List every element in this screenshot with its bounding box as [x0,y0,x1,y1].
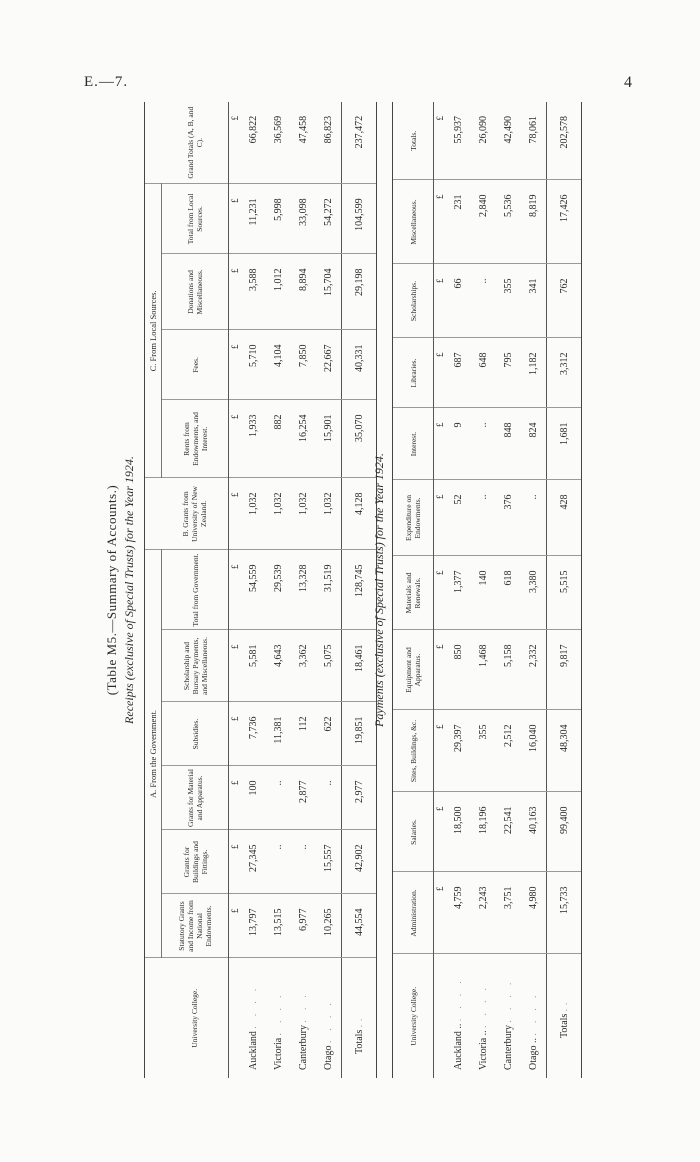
leader-dots: . . . . [503,978,513,1023]
cell: .. [521,480,547,556]
table-row [496,102,521,1078]
total-cell: 428 [547,480,582,556]
row-label: Otago .. [528,1038,539,1070]
totals-row [547,102,582,1078]
leader-dots: . . . . [453,977,463,1022]
total-cell: 29,198 [342,254,377,330]
cell: 22,541 [496,792,521,872]
cell: 40,163 [521,792,547,872]
column-header: Interest. [393,408,434,480]
cell: 3,380 [521,556,547,630]
page-reference: E.—7. [84,74,129,90]
cell: 13,328 [291,550,316,630]
leader-dots: .. [353,1014,364,1028]
cell: 5,710 [241,330,266,400]
total-cell: 237,472 [342,102,377,184]
pound-sign: £ [434,630,447,710]
cell: 3,751 [496,872,521,954]
pound-sign-row [229,102,242,1078]
pound-sign: £ [434,710,447,792]
column-header: University College. [162,958,229,1078]
leader-dots: . . . . [323,999,333,1044]
column-header: Statutory Grants and Income from National Endowments. [162,894,229,958]
pound-sign: £ [229,400,242,478]
payments-table [392,102,582,1078]
column-header: Salaries. [393,792,434,872]
receipts-column-headers [162,102,229,1078]
row-label: Canterbury [298,1025,309,1070]
cell: 355 [471,710,496,792]
total-cell: 762 [547,264,582,338]
cell: 16,254 [291,400,316,478]
cell: 66,822 [241,102,266,184]
column-header: Scholarship and Bursary Payments, and Miscellaneous. [162,630,229,702]
cell: 1,032 [266,478,291,550]
total-cell: 17,426 [547,180,582,264]
column-header: Grand Totals (A, B, and C). [162,102,229,184]
column-header: Grants for Material and Apparatus. [162,766,229,830]
total-cell: 42,902 [342,830,377,894]
cell: 42,490 [496,102,521,180]
cell: .. [266,766,291,830]
leader-dots: . . . . [478,984,488,1028]
cell: 5,536 [496,180,521,264]
cell: 2,332 [521,630,547,710]
pound-sign: £ [229,830,242,894]
total-cell: 48,304 [547,710,582,792]
column-header: B. Grants from University of New Zealand. [162,478,229,550]
total-cell: 18,461 [342,630,377,702]
total-cell: 40,331 [342,330,377,400]
table-label: (Table M5.—Summary of Accounts.) [104,484,119,696]
pound-sign-row [434,102,447,1078]
cell: 31,519 [316,550,342,630]
leader-dots: .. [558,998,569,1012]
total-cell: 1,681 [547,408,582,480]
row-label: Victoria .. [478,1030,489,1070]
cell: 13,515 [266,894,291,958]
cell: 1,032 [241,478,266,550]
total-cell: 3,312 [547,338,582,408]
rotated-landscape-page [100,100,620,1080]
column-header: Rents from Endowments, and Interest. [162,400,229,478]
pound-sign: £ [229,478,242,550]
table-row [241,102,266,1078]
column-header: Administration. [393,872,434,954]
pound-sign: £ [434,102,447,180]
cell: 6,977 [291,894,316,958]
cell: 1,012 [266,254,291,330]
cell: 4,980 [521,872,547,954]
column-header: Libraries. [393,338,434,408]
cell: 341 [521,264,547,338]
cell: 54,559 [241,550,266,630]
cell: 231 [446,180,471,264]
column-header: Miscellaneous. [393,180,434,264]
pound-sign: £ [434,792,447,872]
cell: 18,500 [446,792,471,872]
leader-dots: . . . . [273,991,283,1036]
cell: 2,243 [471,872,496,954]
cell: 5,158 [496,630,521,710]
pound-sign: £ [434,480,447,556]
table-row [291,102,316,1078]
total-cell: 9,817 [547,630,582,710]
cell: 376 [496,480,521,556]
row-label: Victoria [273,1037,284,1070]
cell: 15,901 [316,400,342,478]
column-header: Totals. [393,102,434,180]
total-cell: 19,851 [342,702,377,766]
total-cell: 99,400 [547,792,582,872]
total-cell: 35,070 [342,400,377,478]
cell: 36,569 [266,102,291,184]
cell: 100 [241,766,266,830]
total-cell: 2,977 [342,766,377,830]
column-header: Total from Government. [162,550,229,630]
totals-label: Totals [558,1013,570,1038]
payments-title: Payments (exclusive of Special Trusts) for the Year 1924. [372,453,386,727]
cell: 8,894 [291,254,316,330]
column-header: University College. [393,954,434,1078]
cell: 795 [496,338,521,408]
cell: 3,588 [241,254,266,330]
cell: .. [471,264,496,338]
table-row [266,102,291,1078]
cell: 648 [471,338,496,408]
cell: 140 [471,556,496,630]
cell: 5,581 [241,630,266,702]
pound-sign: £ [434,872,447,954]
pound-sign: £ [434,180,447,264]
column-header: Equipment and Apparatus. [393,630,434,710]
row-label: Canterbury [503,1025,514,1070]
cell: 1,182 [521,338,547,408]
cell: 618 [496,556,521,630]
cell: .. [471,408,496,480]
pound-sign: £ [229,102,242,184]
cell: 2,512 [496,710,521,792]
total-cell: 128,745 [342,550,377,630]
cell: 52 [446,480,471,556]
cell: 66 [446,264,471,338]
cell: 1,032 [316,478,342,550]
cell: 687 [446,338,471,408]
cell: 622 [316,702,342,766]
leader-dots: . . . . [248,984,258,1029]
cell: 4,104 [266,330,291,400]
column-header: Scholarships. [393,264,434,338]
page-number: 4 [624,74,633,91]
cell: 10,265 [316,894,342,958]
table-row [316,102,342,1078]
cell: 5,998 [266,184,291,254]
row-label: Auckland [248,1031,259,1070]
cell: 1,032 [291,478,316,550]
cell: .. [316,766,342,830]
pound-sign: £ [229,766,242,830]
row-label: Auckland .. [453,1023,464,1070]
receipts-group-header-row [145,102,162,1078]
column-header: Total from Local Sources. [162,184,229,254]
pound-sign: £ [434,264,447,338]
cell: 1,377 [446,556,471,630]
payments-column-headers [393,102,434,1078]
receipts-table [144,102,377,1078]
table-row [471,102,496,1078]
column-header: Materials and Renewals. [393,556,434,630]
cell: 29,539 [266,550,291,630]
cell: .. [291,830,316,894]
cell: 112 [291,702,316,766]
cell: 33,098 [291,184,316,254]
pound-sign: £ [229,254,242,330]
pound-sign: £ [229,184,242,254]
column-header: Fees. [162,330,229,400]
cell: 15,704 [316,254,342,330]
column-header: Expenditure on Endowments. [393,480,434,556]
cell: 22,667 [316,330,342,400]
cell: 9 [446,408,471,480]
cell: 4,643 [266,630,291,702]
pound-sign: £ [229,702,242,766]
column-header: Donations and Miscellaneous. [162,254,229,330]
cell: 7,850 [291,330,316,400]
cell: 15,557 [316,830,342,894]
cell: 54,272 [316,184,342,254]
group-c-label: C. From Local Sources. [145,184,162,478]
cell: 55,937 [446,102,471,180]
cell: 355 [496,264,521,338]
pound-sign: £ [229,894,242,958]
totals-label: Totals [353,1029,365,1054]
cell: 27,345 [241,830,266,894]
column-header: Subsidies. [162,702,229,766]
cell: 4,759 [446,872,471,954]
cell: 3,362 [291,630,316,702]
cell: 7,736 [241,702,266,766]
total-cell: 5,515 [547,556,582,630]
cell: .. [471,480,496,556]
cell: .. [266,830,291,894]
pound-sign: £ [229,550,242,630]
pound-sign: £ [434,338,447,408]
row-label: Otago [323,1045,334,1070]
leader-dots: . . . . [528,991,538,1036]
cell: 11,231 [241,184,266,254]
total-cell: 4,128 [342,478,377,550]
cell: 2,840 [471,180,496,264]
total-cell: 15,733 [547,872,582,954]
leader-dots: . . . [298,991,308,1023]
receipts-title: Receipts (exclusive of Special Trusts) for the Year 1924. [122,456,136,724]
cell: 5,075 [316,630,342,702]
cell: 1,468 [471,630,496,710]
cell: 78,061 [521,102,547,180]
group-a-label: A. From the Government. [145,550,162,958]
table-row [521,102,547,1078]
total-cell: 44,554 [342,894,377,958]
cell: 848 [496,408,521,480]
total-cell: 104,599 [342,184,377,254]
cell: 1,933 [241,400,266,478]
cell: 11,381 [266,702,291,766]
pound-sign: £ [229,330,242,400]
cell: 824 [521,408,547,480]
column-header: Grants for Buildings and Fittings. [162,830,229,894]
column-header: Sites, Buildings, &c. [393,710,434,792]
cell: 2,877 [291,766,316,830]
pound-sign: £ [434,408,447,480]
cell: 86,823 [316,102,342,184]
cell: 8,819 [521,180,547,264]
cell: 13,797 [241,894,266,958]
cell: 882 [266,400,291,478]
table-row [446,102,471,1078]
cell: 18,196 [471,792,496,872]
total-cell: 202,578 [547,102,582,180]
cell: 47,458 [291,102,316,184]
cell: 26,090 [471,102,496,180]
pound-sign: £ [434,556,447,630]
cell: 850 [446,630,471,710]
cell: 16,040 [521,710,547,792]
pound-sign: £ [229,630,242,702]
cell: 29,397 [446,710,471,792]
